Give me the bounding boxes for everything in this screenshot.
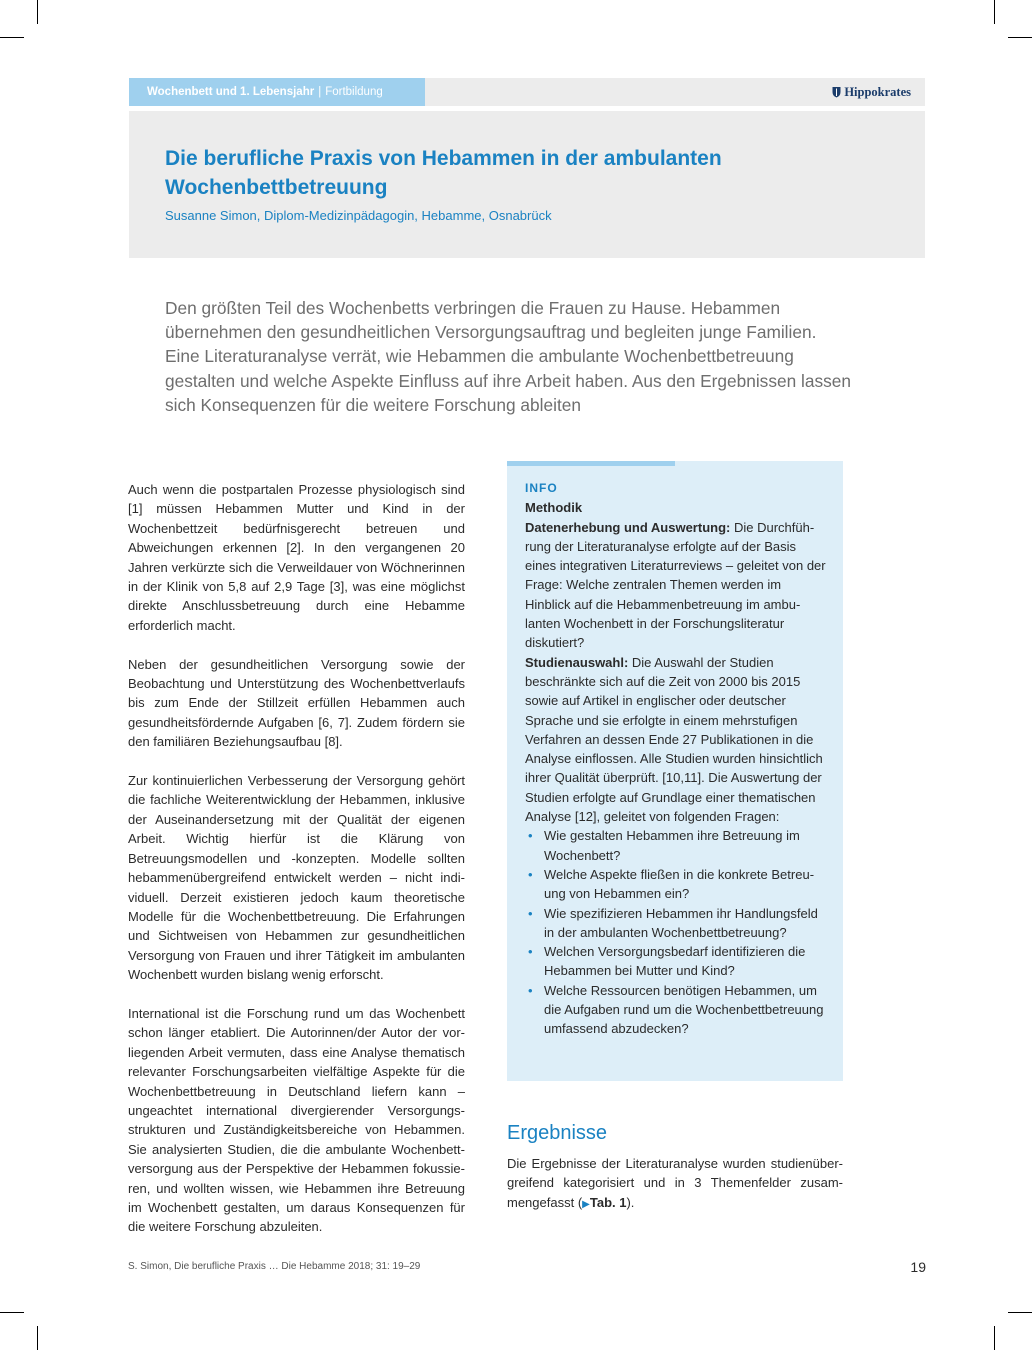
section-text-end: ). [626,1194,635,1210]
header-bar [129,78,925,106]
crop-mark [37,1326,38,1350]
body-paragraph: Auch wenn die postpartalen Prozesse physiologisch sind [1] müssen Hebammen Mutter und Kind in der Wochenbettzeit bedürfnisgerecht betreuen und Abweichungen erkennen [2]. In den vergangenen 20 Jahren verkürzte sich die Verweildauer von Wöchnerinnen in der Klinik von 5,8 auf 2,9 Tage [3], was eine möglichst direkte Anschlussbetreuung durch eine Hebamme erforderlich macht. [128,482,465,633]
body-paragraph: Zur kontinuierlichen Verbesserung der Versorgung gehört die fachliche Weiterentwicklung der Hebammen, inklusive der Auseinandersetzung mit der Qualität der eigenen Arbeit. Wichtig hierfür ist die Klärung von Betreuungsmodellen und -konzepten. Modelle sollten hebammenübergreifend entwickelt werden – nicht individuell. Derzeit existieren jedoch kaum theoretische Modelle für die Wochenbettbetreuung. Die Erfahrungen und Sichtweisen von Hebammen zur gesundheitlichen Versorgung von Frauen und ihrer Tätigkeit im ambulanten Wochenbett wurden bislang wenig erforscht. [128,773,465,983]
list-item-text: Welchen Versorgungsbedarf identifizieren die Hebammen bei Mutter und Kind? [544,944,806,979]
list-item-text: Welche Aspekte fließen in die konkrete Betreuung von Hebammen ein? [544,866,815,902]
list-item [525,981,827,1039]
info-label: INFO [525,481,558,495]
bullet-icon: • [528,866,533,882]
arrow-right-icon: ▶ [582,1198,590,1210]
list-item [525,904,827,943]
info-paragraph [525,653,827,827]
list-item [525,865,827,904]
section-paragraph [507,1154,843,1214]
title-panel [129,111,925,258]
section-tag [129,78,425,106]
footer-citation: S. Simon, Die berufliche Praxis … Die Hebamme 2018; 31: 19–29 [128,1261,421,1272]
crop-mark [1008,37,1032,38]
section-heading: Ergebnisse [507,1122,608,1144]
shield-icon [832,86,841,98]
category-label: Fortbildung [325,86,383,98]
question-list [525,826,827,1038]
list-item [525,826,827,865]
info-box [507,461,843,1081]
bullet-icon: • [528,828,533,844]
publisher-logo [832,78,911,106]
list-item [525,942,827,981]
article-authors: Susanne Simon, Diplom-Medizinpädagogin, Hebamme, Osnabrück [165,208,552,223]
list-item-text: Wie gestalten Hebammen ihre Betreuung im Wochenbett? [544,828,800,863]
section-label: Wochenbett und 1. Lebensjahr [147,86,315,98]
list-item-text: Wie spezifizieren Hebammen ihr Handlungsfeld in der ambulanten Wochenbettbetreuung? [544,905,818,940]
crop-mark [0,37,24,38]
info-heading: Methodik [525,500,583,516]
list-item-text: Welche Ressourcen benötigen Hebammen, um die Aufgaben rund um die Wochenbettbetreuung umfassend abzudecken? [544,982,824,1037]
section-separator: | [318,86,322,98]
bullet-icon: • [528,905,533,921]
article-lead: Den größten Teil des Wochenbetts verbringen die Frauen zu Hause. Hebammen übernehmen den gesundheitlichen Versorgungsauftrag und begleiten junge Familien. Eine Literaturanalyse verrät, wie Hebammen die ambulante Wochenbettbetreuung gestalten und welche Aspekte Einfluss auf ihre Arbeit haben. Aus den Ergebnissen lassen sich Konsequenzen für die weitere Forschung ableiten [165,298,851,415]
crop-mark [994,0,995,24]
bullet-icon: • [528,982,533,998]
brand-name: Hippokrates [844,84,911,99]
section-text: Die Ergebnisse der Literaturanalyse wurden studienübergreifend kategorisiert und in 3 Themenfelder zusammengefasst ( [507,1156,843,1210]
info-accent-bar [507,461,675,466]
bullet-icon: • [528,944,533,960]
table-reference-link[interactable]: Tab. 1 [589,1194,627,1210]
info-paragraph-text: Die Durchführung der Literaturanalyse erfolgte auf der Basis eines integrativen Literaturreviews – geleitet von der Frage: Welche zentralen Themen werden im Hinblick auf die Hebammenbetreuung im ambulanten Wochenbett in der Forschungsliteratur diskutiert? [525,519,826,651]
info-paragraph-text: Die Auswahl der Studien beschränkte sich auf die Zeit von 2000 bis 2015 sowie auf Artikel in englischer oder deutscher Sprache und sie erfolgte in einem mehrstufigen Verfahren an dessen Ende 27 Publikationen in die Analyse einflossen. Alle Studien wurden hinsichtlich ihrer Qualität überprüft. [10,11]. Die Auswertung der Studien erfolgte auf Grundlage einer thematischen Analyse [12], geleitet von folgenden Fragen: [525,654,823,825]
body-column [128,480,465,1256]
info-paragraph [525,518,827,653]
crop-mark [0,1312,24,1313]
crop-mark [37,0,38,24]
info-paragraph-head: Studienauswahl: [525,654,629,670]
info-content [525,479,827,1039]
crop-mark [994,1326,995,1350]
page-number: 19 [910,1259,926,1275]
crop-mark [1008,1312,1032,1313]
body-paragraph: Neben der gesundheitlichen Versorgung sowie der Beobachtung und Unterstützung des Wochenbettverlaufs bis zum Ende der Stillzeit erfüllen Hebammen auch gesundheitsfördernde Aufgaben [6, 7]. Zudem fördern sie den familiären Beziehungsaufbau [8]. [128,656,465,750]
body-paragraph: International ist die Forschung rund um das Wochenbett schon länger etabliert. Die Autorinnen/der Autor der vorliegenden Arbeit vermuten, dass eine Analyse thematisch relevanter Forschungsarbeiten vielfältige Aspekte für die Wochenbettbetreuung in Deutschland liefern kann – ungeachtet international divergierender Versorgungsstrukturen und Zuständigkeitsbereiche von Hebammen. Sie analysierten Studien, die die ambulante Wochenbettversorgung aus der Perspektive der Hebammen fokussieren, und wollten wissen, wie Hebammen ihre Betreuung im Wochenbett gestalten, um daraus Konsequenzen für die weitere Forschung abzuleiten. [128,1005,465,1235]
info-paragraph-head: Datenerhebung und Auswertung: [525,519,731,535]
article-title: Die berufliche Praxis von Hebammen in der ambulanten Wochenbettbetreuung [165,147,722,199]
